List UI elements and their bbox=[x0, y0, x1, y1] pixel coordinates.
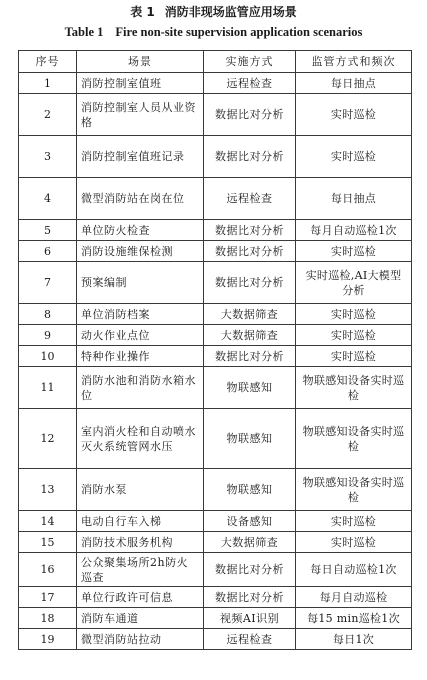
cell-scene: 消防控制室值班 bbox=[77, 73, 204, 94]
table-caption-chinese bbox=[0, 4, 427, 20]
table-number-english: Table 1 bbox=[64, 25, 104, 39]
cell-number: 8 bbox=[19, 304, 77, 325]
cell-number: 19 bbox=[19, 629, 77, 650]
cell-number: 10 bbox=[19, 346, 77, 367]
column-header-number: 序号 bbox=[19, 51, 77, 73]
cell-scene: 公众聚集场所2h防火巡查 bbox=[77, 553, 204, 587]
cell-scene: 微型消防站在岗在位 bbox=[77, 178, 204, 220]
cell-method: 大数据筛查 bbox=[204, 304, 296, 325]
cell-method: 视频AI识别 bbox=[204, 608, 296, 629]
cell-method: 远程检查 bbox=[204, 73, 296, 94]
scenario-table bbox=[18, 50, 412, 650]
table-row bbox=[19, 587, 412, 608]
table-row bbox=[19, 346, 412, 367]
cell-method: 数据比对分析 bbox=[204, 262, 296, 304]
cell-method: 数据比对分析 bbox=[204, 346, 296, 367]
table-row bbox=[19, 367, 412, 409]
cell-method: 设备感知 bbox=[204, 511, 296, 532]
table-row bbox=[19, 325, 412, 346]
column-header-supervision: 监管方式和频次 bbox=[296, 51, 412, 73]
table-row bbox=[19, 262, 412, 304]
cell-number: 6 bbox=[19, 241, 77, 262]
table-row bbox=[19, 304, 412, 325]
cell-scene: 消防技术服务机构 bbox=[77, 532, 204, 553]
cell-method: 物联感知 bbox=[204, 367, 296, 409]
cell-supervision: 每日自动巡检1次 bbox=[296, 553, 412, 587]
cell-supervision: 每日抽点 bbox=[296, 178, 412, 220]
cell-scene: 室内消火栓和自动喷水灭火系统管网水压 bbox=[77, 409, 204, 469]
cell-supervision: 实时巡检 bbox=[296, 325, 412, 346]
cell-number: 11 bbox=[19, 367, 77, 409]
table-number-chinese: 表 1 bbox=[130, 5, 155, 19]
cell-supervision: 每15 min巡检1次 bbox=[296, 608, 412, 629]
cell-scene: 特种作业操作 bbox=[77, 346, 204, 367]
cell-supervision: 每日抽点 bbox=[296, 73, 412, 94]
cell-supervision: 实时巡检 bbox=[296, 346, 412, 367]
cell-scene: 消防设施维保检测 bbox=[77, 241, 204, 262]
cell-scene: 动火作业点位 bbox=[77, 325, 204, 346]
cell-number: 17 bbox=[19, 587, 77, 608]
cell-number: 3 bbox=[19, 136, 77, 178]
cell-method: 大数据筛查 bbox=[204, 532, 296, 553]
cell-supervision: 实时巡检 bbox=[296, 304, 412, 325]
column-header-scene: 场景 bbox=[77, 51, 204, 73]
cell-scene: 消防水泵 bbox=[77, 469, 204, 511]
table-row bbox=[19, 94, 412, 136]
cell-number: 13 bbox=[19, 469, 77, 511]
cell-scene: 预案编制 bbox=[77, 262, 204, 304]
table-row bbox=[19, 241, 412, 262]
cell-number: 9 bbox=[19, 325, 77, 346]
cell-supervision: 实时巡检 bbox=[296, 241, 412, 262]
cell-supervision: 每日1次 bbox=[296, 629, 412, 650]
cell-number: 7 bbox=[19, 262, 77, 304]
cell-method: 数据比对分析 bbox=[204, 587, 296, 608]
cell-number: 2 bbox=[19, 94, 77, 136]
cell-method: 数据比对分析 bbox=[204, 553, 296, 587]
cell-supervision: 实时巡检 bbox=[296, 136, 412, 178]
table-header-row bbox=[19, 51, 412, 73]
cell-scene: 单位行政许可信息 bbox=[77, 587, 204, 608]
cell-number: 12 bbox=[19, 409, 77, 469]
cell-number: 5 bbox=[19, 220, 77, 241]
table-row bbox=[19, 409, 412, 469]
cell-method: 远程检查 bbox=[204, 178, 296, 220]
table-row bbox=[19, 469, 412, 511]
cell-supervision: 实时巡检 bbox=[296, 94, 412, 136]
table-row bbox=[19, 220, 412, 241]
table-row bbox=[19, 73, 412, 94]
cell-scene: 单位防火检查 bbox=[77, 220, 204, 241]
cell-number: 16 bbox=[19, 553, 77, 587]
table-row bbox=[19, 178, 412, 220]
cell-supervision: 物联感知设备实时巡检 bbox=[296, 367, 412, 409]
cell-method: 数据比对分析 bbox=[204, 241, 296, 262]
cell-scene: 消防控制室值班记录 bbox=[77, 136, 204, 178]
cell-number: 15 bbox=[19, 532, 77, 553]
table-row bbox=[19, 608, 412, 629]
cell-scene: 微型消防站拉动 bbox=[77, 629, 204, 650]
table-title-english: Fire non-site supervision application scenarios bbox=[115, 25, 363, 39]
column-header-method: 实施方式 bbox=[204, 51, 296, 73]
cell-number: 4 bbox=[19, 178, 77, 220]
cell-number: 18 bbox=[19, 608, 77, 629]
cell-supervision: 物联感知设备实时巡检 bbox=[296, 409, 412, 469]
table-row bbox=[19, 511, 412, 532]
table-title-chinese: 消防非现场监管应用场景 bbox=[164, 5, 297, 19]
table-row bbox=[19, 553, 412, 587]
cell-number: 14 bbox=[19, 511, 77, 532]
cell-scene: 电动自行车入梯 bbox=[77, 511, 204, 532]
cell-scene: 消防车通道 bbox=[77, 608, 204, 629]
cell-supervision: 实时巡检,AI大模型分析 bbox=[296, 262, 412, 304]
cell-scene: 消防控制室人员从业资格 bbox=[77, 94, 204, 136]
table-row bbox=[19, 629, 412, 650]
table-caption-english bbox=[0, 24, 427, 41]
cell-scene: 消防水池和消防水箱水位 bbox=[77, 367, 204, 409]
cell-supervision: 物联感知设备实时巡检 bbox=[296, 469, 412, 511]
cell-scene: 单位消防档案 bbox=[77, 304, 204, 325]
cell-supervision: 实时巡检 bbox=[296, 511, 412, 532]
cell-method: 数据比对分析 bbox=[204, 220, 296, 241]
table-row bbox=[19, 136, 412, 178]
cell-number: 1 bbox=[19, 73, 77, 94]
cell-supervision: 实时巡检 bbox=[296, 532, 412, 553]
table-row bbox=[19, 532, 412, 553]
cell-supervision: 每月自动巡检 bbox=[296, 587, 412, 608]
cell-method: 远程检查 bbox=[204, 629, 296, 650]
table-body bbox=[19, 73, 412, 650]
cell-method: 数据比对分析 bbox=[204, 94, 296, 136]
cell-method: 数据比对分析 bbox=[204, 136, 296, 178]
cell-method: 物联感知 bbox=[204, 469, 296, 511]
cell-method: 大数据筛查 bbox=[204, 325, 296, 346]
cell-method: 物联感知 bbox=[204, 409, 296, 469]
cell-supervision: 每月自动巡检1次 bbox=[296, 220, 412, 241]
